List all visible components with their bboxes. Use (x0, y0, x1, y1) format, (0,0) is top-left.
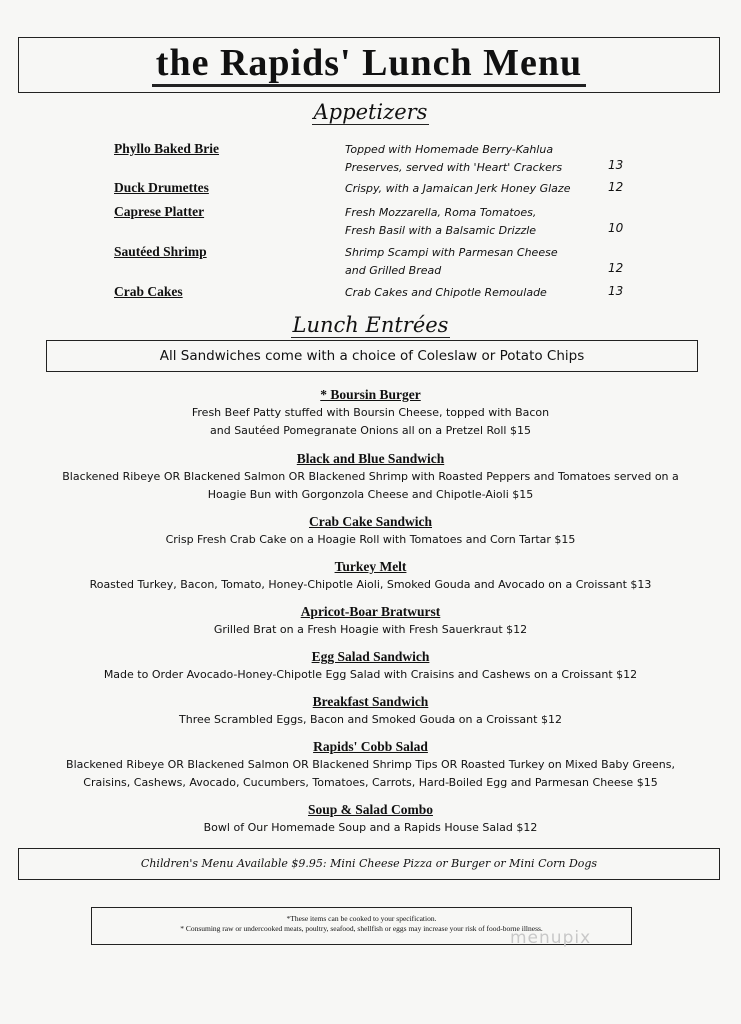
entree-desc: Hoagie Bun with Gorgonzola Cheese and Chipotle-Aioli $15 (207, 488, 534, 501)
appetizer-name: Duck Drumettes (114, 180, 209, 195)
childrens-menu-notice: Children's Menu Available $9.95: Mini Cheese Pizza or Burger or Mini Corn Dogs (18, 848, 720, 880)
appetizers-heading: Appetizers (313, 100, 428, 124)
menu-title: the Rapids' Lunch Menu (152, 42, 586, 87)
entree-desc: Three Scrambled Eggs, Bacon and Smoked Gouda on a Croissant $12 (179, 713, 562, 726)
appetizer-item (0, 141, 741, 181)
entree-item (0, 386, 741, 440)
appetizer-item (0, 204, 741, 244)
entree-item (0, 513, 741, 549)
appetizer-name: Sautéed Shrimp (114, 244, 207, 259)
entree-desc: Crisp Fresh Crab Cake on a Hoagie Roll with Tomatoes and Corn Tartar $15 (165, 533, 576, 546)
entrees-heading: Lunch Entrées (292, 313, 449, 337)
entree-desc: Blackened Ribeye OR Blackened Salmon OR Blackened Shrimp with Roasted Peppers and Tomatoes served on a (62, 470, 679, 483)
entree-desc: Bowl of Our Homemade Soup and a Rapids House Salad $12 (203, 821, 538, 834)
entree-item (0, 738, 741, 792)
entree-item (0, 801, 741, 837)
entree-item (0, 648, 741, 684)
appetizer-desc: Fresh Mozzarella, Roma Tomatoes, Fresh Basil with a Balsamic Drizzle (345, 206, 537, 237)
appetizer-price: 13 (608, 284, 624, 298)
entree-desc: Roasted Turkey, Bacon, Tomato, Honey-Chipotle Aioli, Smoked Gouda and Avocado on a Croissant $13 (89, 578, 652, 591)
entree-item (0, 603, 741, 639)
entree-desc: Made to Order Avocado-Honey-Chipotle Egg Salad with Craisins and Cashews on a Croissant $12 (103, 668, 638, 681)
appetizer-item (0, 244, 741, 284)
entree-name: Rapids' Cobb Salad (313, 739, 428, 754)
entree-desc: Blackened Ribeye OR Blackened Salmon OR Blackened Shrimp Tips OR Roasted Turkey on Mixed Baby Greens, (66, 758, 675, 771)
entree-name: Egg Salad Sandwich (311, 649, 430, 664)
entree-desc: Fresh Beef Patty stuffed with Boursin Cheese, topped with Bacon (191, 406, 550, 419)
watermark: menupix (510, 928, 592, 948)
appetizer-price: 12 (608, 180, 624, 194)
entree-desc: Grilled Brat on a Fresh Hoagie with Fresh Sauerkraut $12 (213, 623, 528, 636)
entree-name: Black and Blue Sandwich (296, 451, 445, 466)
entree-item (0, 450, 741, 504)
title-box (18, 37, 720, 93)
entree-name: Turkey Melt (334, 559, 407, 574)
appetizer-name: Caprese Platter (114, 204, 205, 219)
food-safety-disclaimer: *These items can be cooked to your specification. * Consuming raw or undercooked meats, poultry, seafood, shellfish or eggs may increase your risk of food-borne illness. (91, 907, 632, 945)
appetizer-price: 12 (608, 261, 624, 275)
entree-name: * Boursin Burger (320, 387, 421, 402)
appetizer-price: 10 (608, 221, 624, 235)
entree-name: Soup & Salad Combo (308, 802, 433, 817)
entree-desc: and Sautéed Pomegranate Onions all on a Pretzel Roll $15 (210, 424, 531, 437)
appetizer-desc: Topped with Homemade Berry-Kahlua Preserves, served with 'Heart' Crackers (345, 143, 563, 174)
appetizer-desc: Shrimp Scampi with Parmesan Cheese and Grilled Bread (345, 246, 558, 277)
appetizer-desc: Crispy, with a Jamaican Jerk Honey Glaze (345, 182, 571, 195)
entree-name: Crab Cake Sandwich (308, 514, 433, 529)
entree-item (0, 558, 741, 594)
sides-notice: All Sandwiches come with a choice of Coleslaw or Potato Chips (46, 340, 698, 372)
appetizer-desc: Crab Cakes and Chipotle Remoulade (345, 286, 547, 299)
entree-name: Apricot-Boar Bratwurst (300, 604, 441, 619)
appetizer-price: 13 (608, 158, 624, 172)
appetizer-name: Crab Cakes (114, 284, 183, 299)
entree-name: Breakfast Sandwich (312, 694, 429, 709)
appetizer-name: Phyllo Baked Brie (114, 141, 220, 156)
entree-item (0, 693, 741, 729)
entree-desc: Craisins, Cashews, Avocado, Cucumbers, Tomatoes, Carrots, Hard-Boiled Egg and Parmesan Cheese $15 (83, 776, 658, 789)
